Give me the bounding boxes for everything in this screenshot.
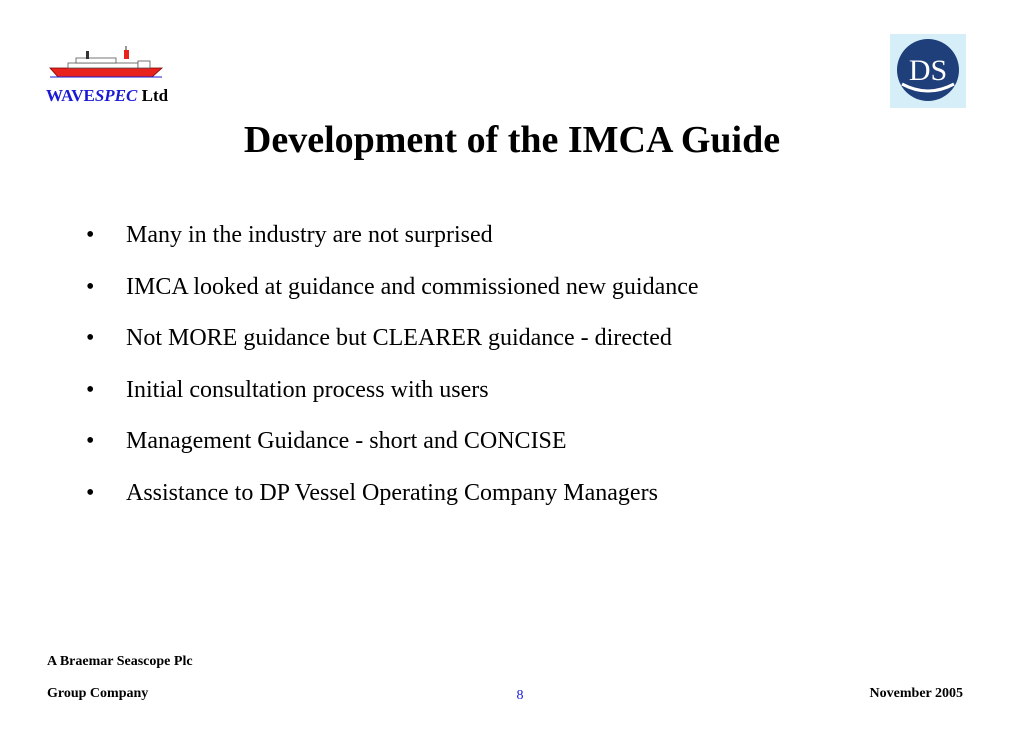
company-name-part1: WAVE — [46, 86, 95, 105]
bullet-text: Initial consultation process with users — [126, 376, 489, 403]
ds-monogram-icon — [890, 34, 966, 108]
company-name-part3: Ltd — [137, 86, 169, 105]
company-name-part2: SPEC — [94, 86, 138, 105]
company-name — [46, 86, 168, 106]
list-item — [86, 274, 699, 300]
bullet-text: Assistance to DP Vessel Operating Company Managers — [126, 479, 658, 506]
bullet-marker: • — [86, 376, 95, 403]
bullet-marker: • — [86, 273, 95, 300]
footer-company-line1: A Braemar Seascope Plc — [47, 654, 193, 669]
bullet-text: IMCA looked at guidance and commissioned new guidance — [126, 273, 699, 300]
footer-company-line2: Group Company — [47, 686, 149, 701]
bullet-text: Many in the industry are not surprised — [126, 222, 493, 248]
page-number: 8 — [516, 688, 524, 703]
ds-logo-text: DS — [908, 54, 948, 87]
bullet-marker: • — [86, 222, 95, 248]
bullet-list — [86, 222, 699, 532]
bullet-marker: • — [86, 479, 95, 506]
list-item — [86, 428, 699, 454]
footer-date: November 2005 — [869, 686, 963, 701]
list-item — [86, 377, 699, 403]
slide-title: Development of the IMCA Guide — [243, 119, 781, 161]
list-item — [86, 325, 699, 351]
list-item — [86, 222, 699, 248]
ship-icon — [46, 46, 166, 82]
bullet-text: Management Guidance - short and CONCISE — [126, 428, 567, 455]
list-item — [86, 480, 699, 506]
bullet-text: Not MORE guidance but CLEARER guidance - directed — [126, 325, 672, 352]
bullet-marker: • — [86, 325, 95, 352]
bullet-marker: • — [86, 428, 95, 455]
